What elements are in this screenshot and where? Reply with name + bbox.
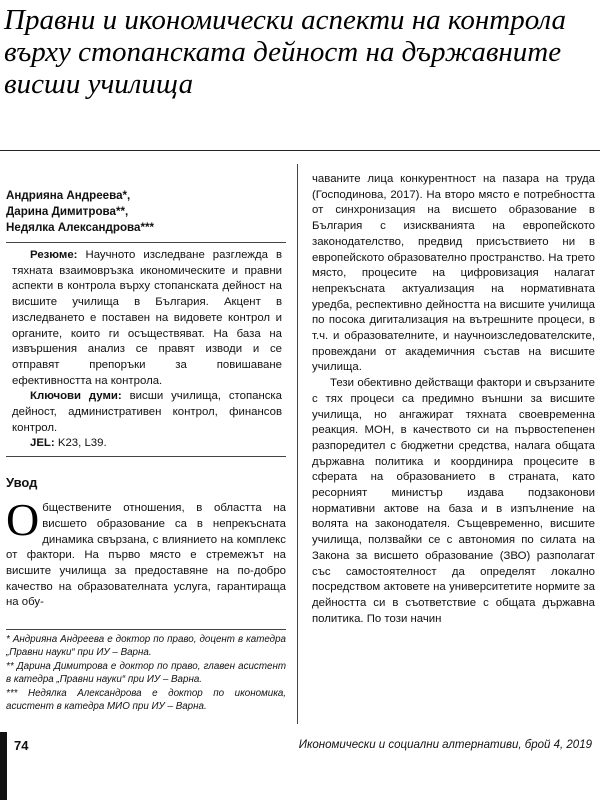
keywords-paragraph [12, 389, 282, 436]
intro-paragraph [6, 494, 286, 611]
drop-cap: О [6, 494, 40, 546]
footer-accent-bar [0, 732, 7, 800]
footnote-2: ** Дарина Димитрова е доктор по право, главен асистент в катедра „Правни науки“ при ИУ – Варна. [6, 660, 286, 686]
footnote-3: *** Недялка Александрова е доктор по икономика, асистент в катедра МИО при ИУ – Варна. [6, 687, 286, 713]
abstract-box [6, 242, 286, 457]
author-3: Недялка Александрова*** [6, 221, 154, 234]
intro-text: бществените отношения, в областта на висшето образование са в непрекъсната динамика свързана, с влиянието на комплекс от фактори. На първо място е стремежът на висшите училища за предоставяне на по-добро качество на образователната услуга, гарантираща на обу- [6, 502, 286, 609]
footnote-1: * Андрияна Андреева е доктор по право, доцент в катедра „Правни науки“ при ИУ – Варна. [6, 634, 286, 659]
right-column [312, 172, 595, 627]
column-divider [297, 164, 298, 724]
abstract-text: Научното изследване разглежда в тяхната взаимовръзка икономическите и правни аспекти в контрола върху стопанската дейност на висшите училища в България. Акцент в изследването е поставен на видовете контрол и органите, които ги осъществяват. На база на извършения анализ се правят изводи и се отправят препоръки за повишаване ефективността на контрола. [12, 249, 282, 387]
keywords-text: висши училища, стопанска дейност, административен контрол, финансов контрол. [12, 390, 282, 434]
title-divider [0, 150, 600, 151]
abstract-paragraph [12, 248, 282, 389]
body-paragraph-2: Тези обективно действащи фактори и свързаните с тях процеси са предимно външни за висшите училища, но ангажират тяхната своевременна реакция. МОН, в качеството си на първостепенен разпоредител с бюджетни средства, налага общата държавна политика и координира процесите в сферата на образованието в страната, като ресорният министър издава подзаконови нормативни актове на база и в изпълнение на волята на законодателя. Същевременно, висшите училища, ползвайки се с автономия по силата на Закона за висшето образование (ЗВО) разполагат със самостоятелност да определят локално посредством актовете на университетите нормите за дейността си в съответствие с общата държавна политика. По този начин [312, 377, 595, 625]
author-1: Андрияна Андреева*, [6, 189, 131, 202]
jel-paragraph [12, 436, 282, 452]
abstract-label: Резюме: [30, 249, 78, 261]
author-2: Дарина Димитрова**, [6, 205, 129, 218]
jel-label: JEL: [30, 437, 55, 450]
article-title: Правни и икономически аспекти на контрола върху стопанската дейност на държавните висши училища [4, 4, 567, 100]
page-number: 74 [14, 738, 29, 753]
section-heading-intro: Увод [6, 475, 38, 491]
left-column [6, 188, 286, 611]
footnotes [6, 629, 286, 713]
body-paragraph-1: чаваните лица конкурентност на пазара на труда (Господинова, 2017). На второ място е потребността от синхронизация на висшето образование в България с изискванията на европейското законодателство, предвид присъствието ни в европейското образователно пространство. На трето място, процесите на цифровизация налагат непрекъсната актуализация на нормативната уредба, респективно дейността на висшите училища по посока дигитализация на вътрешните процеси, в т.ч. и образователните, и научноизследователските, провеждани от академичния състав на висшите училища. [312, 173, 595, 374]
jel-codes: K23, L39. [57, 437, 107, 450]
keywords-label: Ключови думи: [30, 390, 122, 403]
journal-name: Икономически и социални алтернативи, брой 4, 2019 [298, 739, 592, 751]
